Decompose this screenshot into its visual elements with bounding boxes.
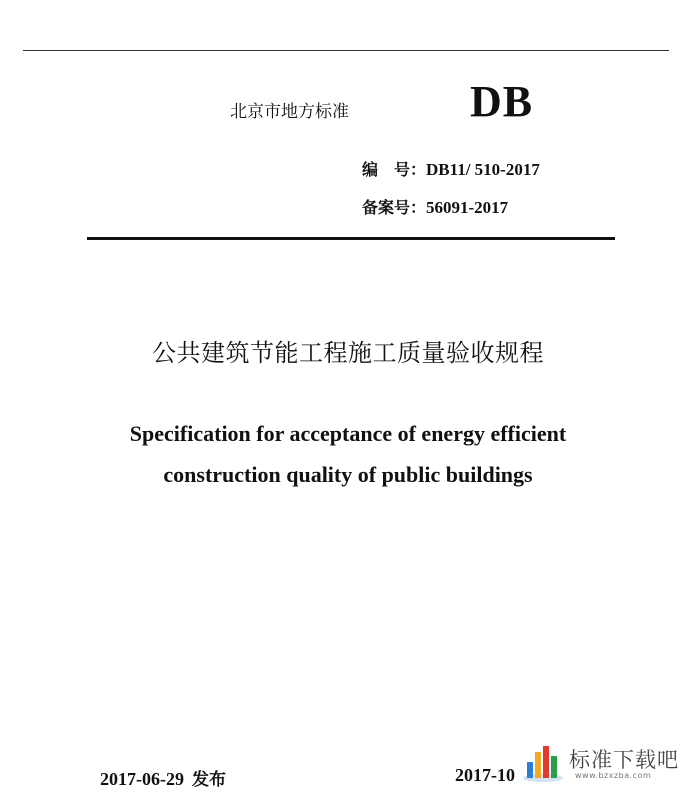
standard-number-value: DB11/ 510-2017 [426,160,540,179]
watermark-url: www.bzxzba.com [575,771,652,780]
header-divider [87,237,615,240]
publish-label: 发布 [192,770,226,790]
record-number-row [362,195,508,218]
record-number-label: 备案号： [362,198,427,217]
implement-date-row [455,765,515,786]
publish-date-row [100,765,226,790]
title-english-line-2: construction quality of public buildings [163,462,533,487]
watermark [515,730,696,793]
bar-chart-logo-icon [521,740,565,784]
db-mark: DB [470,77,534,126]
top-rule [23,50,669,51]
publish-date: 2017-06-29 [100,769,184,789]
title-english-line-1: Specification for acceptance of energy efficient [129,421,567,446]
watermark-brand: 标准下载吧 [569,748,679,772]
standard-number-label: 编 号： [362,160,427,179]
standard-type: 北京市地方标准 [230,102,349,122]
title-chinese: 公共建筑节能工程施工质量验收规程 [152,339,544,367]
implement-date: 2017-10 [455,765,515,785]
standard-number-row [362,157,540,180]
record-number-value: 56091-2017 [426,198,509,217]
